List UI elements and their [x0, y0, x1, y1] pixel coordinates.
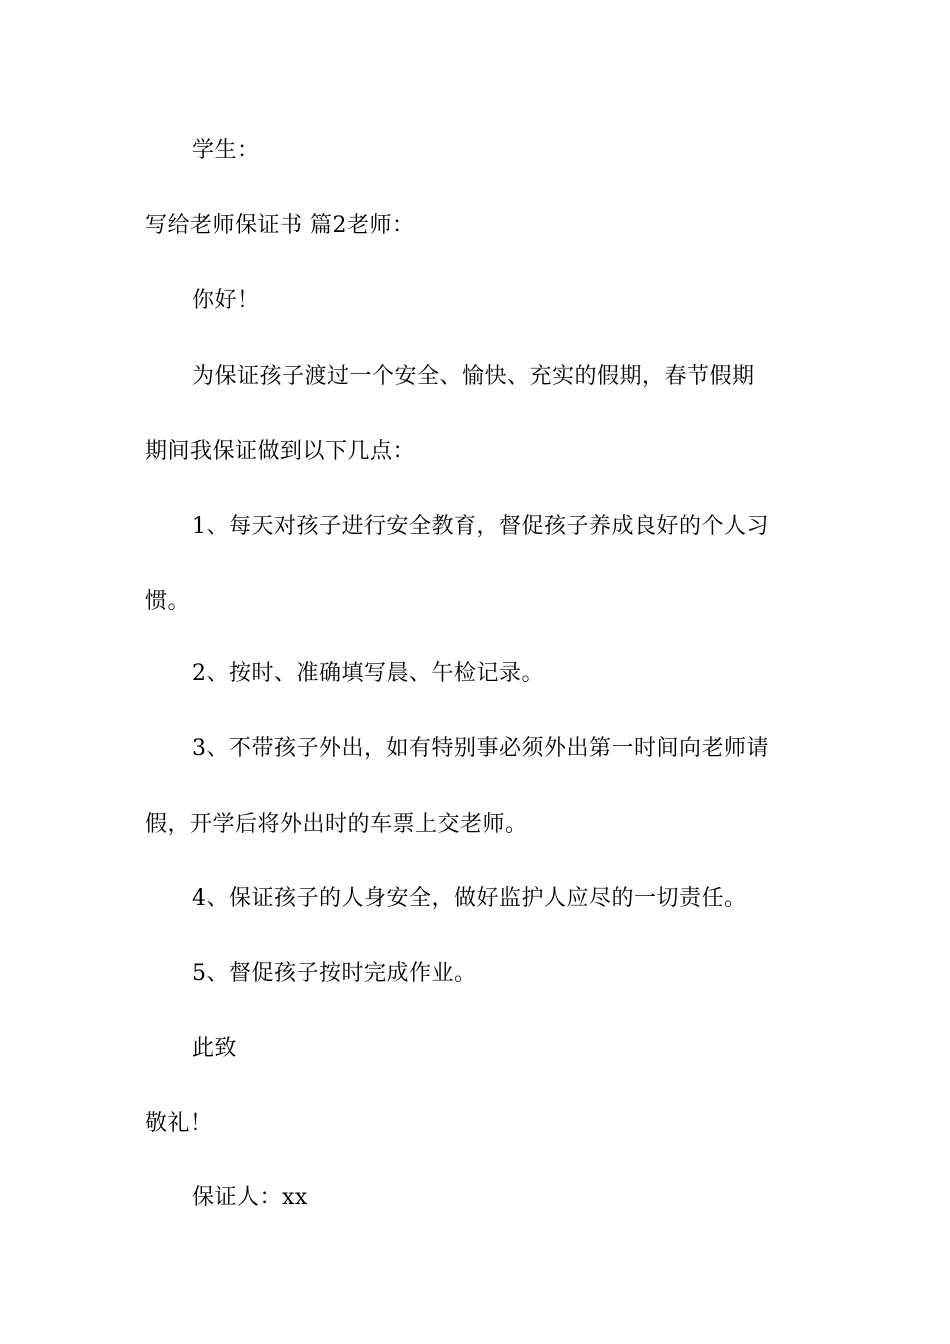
- closing-1: 此致: [192, 1036, 238, 1061]
- intro-line-1: 为保证孩子渡过一个安全、愉快、充实的假期，春节假期: [192, 364, 755, 389]
- item-2: 2、按时、准确填写晨、午检记录。: [192, 661, 544, 686]
- item-1-line-1: 1、每天对孩子进行安全教育，督促孩子养成良好的个人习: [192, 514, 769, 539]
- closing-2: 敬礼！: [145, 1111, 213, 1136]
- item-5: 5、督促孩子按时完成作业。: [192, 961, 477, 986]
- section-heading: 写给老师保证书 篇2老师：: [145, 213, 415, 238]
- greeting: 你好！: [192, 288, 260, 313]
- item-3-line-1: 3、不带孩子外出，如有特别事必须外出第一时间向老师请: [192, 736, 769, 761]
- guarantor-signature: 保证人：xx: [192, 1185, 308, 1210]
- student-label: 学生：: [192, 138, 260, 163]
- item-4: 4、保证孩子的人身安全，做好监护人应尽的一切责任。: [192, 886, 747, 911]
- intro-line-2: 期间我保证做到以下几点：: [145, 439, 416, 464]
- item-3-line-2: 假，开学后将外出时的车票上交老师。: [145, 812, 528, 837]
- item-1-line-2: 惯。: [145, 589, 191, 614]
